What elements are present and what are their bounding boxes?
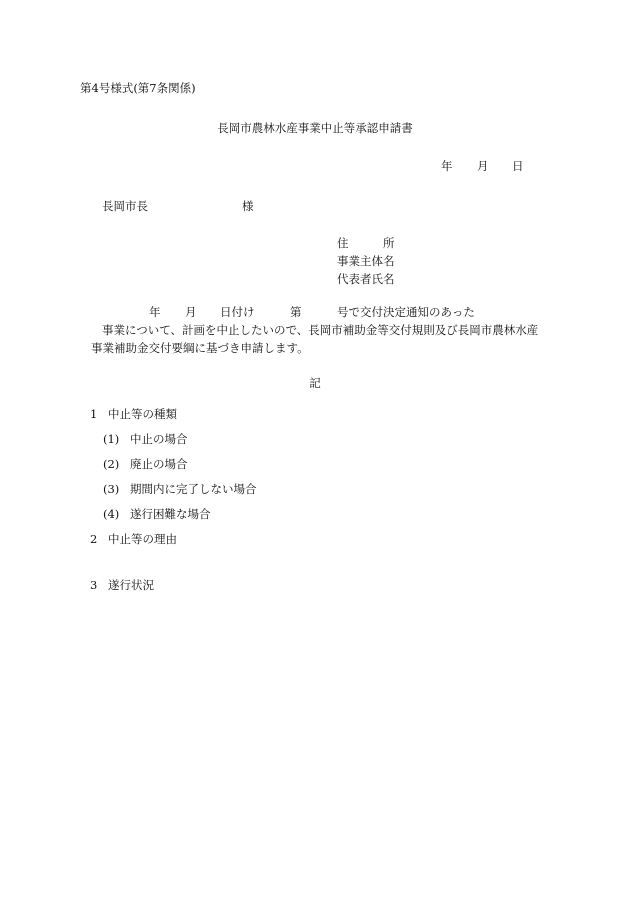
section-3 (90, 578, 154, 592)
date-month-label: 月 (477, 159, 489, 173)
date-year-label: 年 (441, 159, 453, 173)
sub-item-label: 遂行困難な場合 (130, 507, 211, 521)
ref-suffix: 号で交付決定通知のあった (337, 305, 475, 319)
ref-year-label: 年 (149, 305, 161, 319)
sub-item-number: (3) (103, 482, 120, 496)
section-number: 3 (90, 578, 98, 592)
sub-item-label: 中止の場合 (130, 432, 188, 446)
ref-day-label: 日付け (220, 305, 255, 319)
representative-label: 代表者氏名 (337, 272, 395, 286)
section-label: 遂行状況 (108, 578, 154, 592)
sub-item-number: (4) (103, 507, 120, 521)
kiroku-heading: 記 (309, 376, 321, 390)
sub-item-label: 期間内に完了しない場合 (130, 482, 257, 496)
sub-item-number: (1) (103, 432, 120, 446)
section-1 (90, 407, 177, 421)
sub-item-2 (103, 457, 188, 471)
sub-item-label: 廃止の場合 (130, 457, 188, 471)
addressee-name: 長岡市長 (102, 199, 148, 213)
sub-item-1 (103, 432, 188, 446)
date-day-label: 日 (512, 159, 524, 173)
ref-month-label: 月 (185, 305, 197, 319)
document-title: 長岡市農林水産事業中止等承認申請書 (217, 121, 413, 135)
sub-item-number: (2) (103, 457, 120, 471)
section-label: 中止等の理由 (108, 532, 177, 546)
form-number: 第4号様式(第7条関係) (80, 81, 196, 95)
section-number: 1 (90, 407, 98, 421)
entity-label: 事業主体名 (337, 254, 395, 268)
sub-item-4 (103, 507, 211, 521)
ref-number-prefix: 第 (290, 305, 302, 319)
body-line-2: 事業について、計画を中止したいので、長岡市補助金等交付規則及び長岡市農林水産 (102, 323, 539, 337)
section-label: 中止等の種類 (108, 407, 177, 421)
section-2 (90, 532, 177, 546)
body-line-3: 事業補助金交付要綱に基づき申請します。 (91, 341, 309, 355)
section-number: 2 (90, 532, 98, 546)
address-label-2: 所 (383, 236, 395, 250)
address-label-1: 住 (337, 236, 349, 250)
addressee-honorific: 様 (242, 199, 254, 213)
sub-item-3 (103, 482, 257, 496)
